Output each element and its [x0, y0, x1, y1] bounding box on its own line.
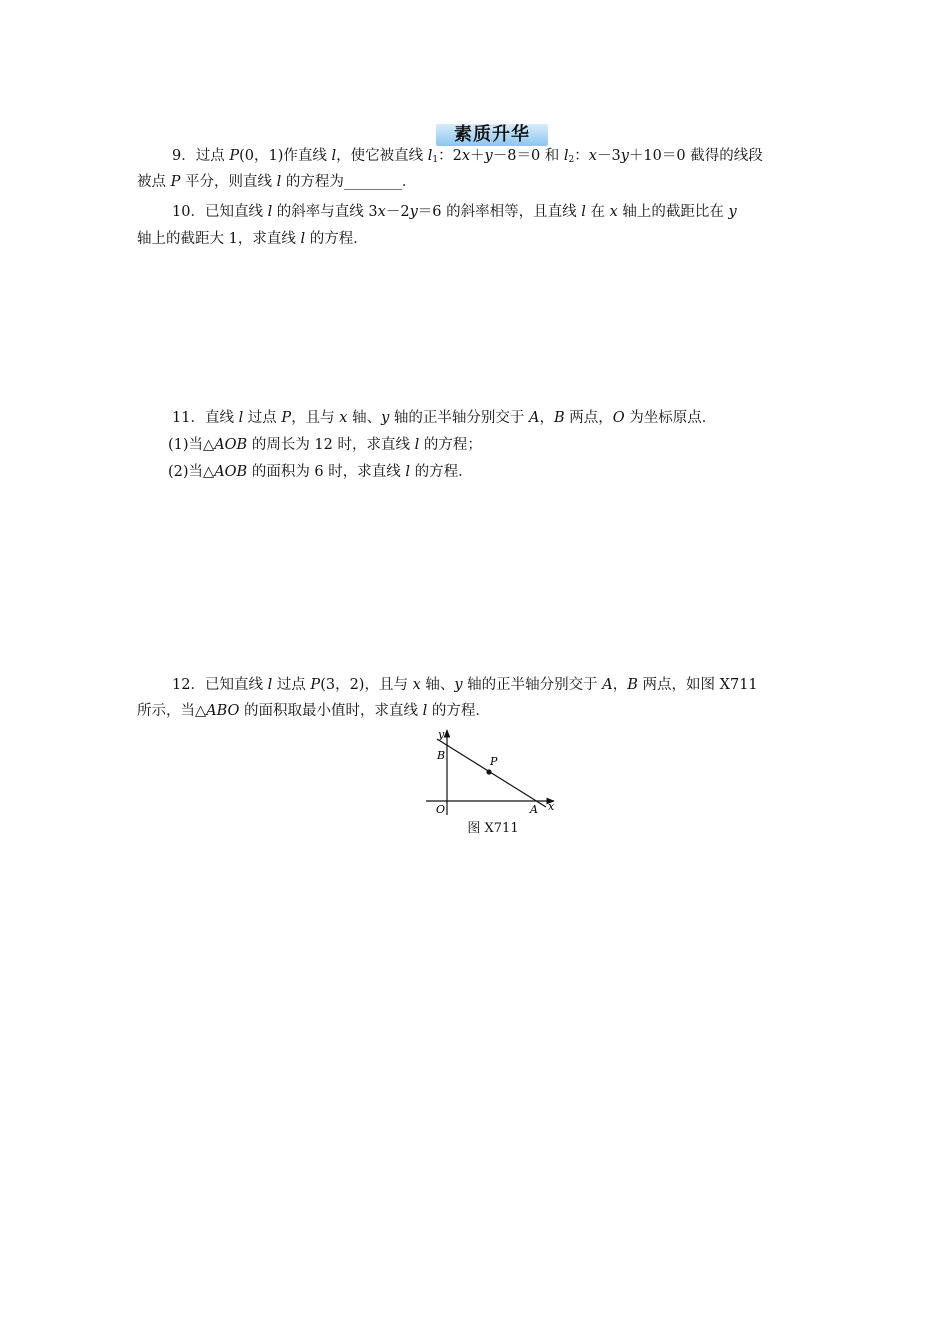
- q10-line-2: 轴上的截距大 1，求直线 l 的方程．: [137, 231, 368, 247]
- q11-line-3: (2)当△AOB 的面积为 6 时，求直线 l 的方程．: [168, 464, 473, 480]
- label-o: O: [436, 803, 446, 816]
- figure-x711: [420, 727, 560, 819]
- q9-line-1: 9．过点 P(0，1)作直线 l，使它被直线 $l_1$：2x＋y－8＝0 和 $l_2$：x－3y＋10＝0 截得的线段: [172, 148, 763, 165]
- line-l: [437, 739, 546, 807]
- label-p: P: [490, 755, 498, 768]
- section-title: 素质升华: [454, 124, 530, 145]
- q11-line-1: 11．直线 l 过点 P，且与 x 轴、y 轴的正半轴分别交于 A，B 两点，O 为坐标原点．: [172, 410, 717, 426]
- point-p: [486, 769, 491, 774]
- figure-caption: 图 X711: [467, 821, 519, 836]
- q10-line-1: 10．已知直线 l 的斜率与直线 3x－2y＝6 的斜率相等，且直线 l 在 x 轴上的截距比在 y: [172, 204, 737, 220]
- label-a: A: [530, 803, 538, 816]
- section-banner: [436, 124, 548, 146]
- q12-line-1: 12．已知直线 l 过点 P(3，2)，且与 x 轴、y 轴的正半轴分别交于 A，B 两点，如图 X711: [172, 677, 758, 693]
- label-y: y: [438, 728, 445, 741]
- label-x: x: [548, 800, 555, 813]
- q12-line-2: 所示，当△ABO 的面积取最小值时，求直线 l 的方程．: [137, 703, 490, 719]
- q11-line-2: (1)当△AOB 的周长为 12 时，求直线 l 的方程；: [168, 437, 482, 453]
- q9-line-2: 被点 P 平分，则直线 l 的方程为________．: [137, 174, 417, 190]
- label-b: B: [437, 749, 446, 762]
